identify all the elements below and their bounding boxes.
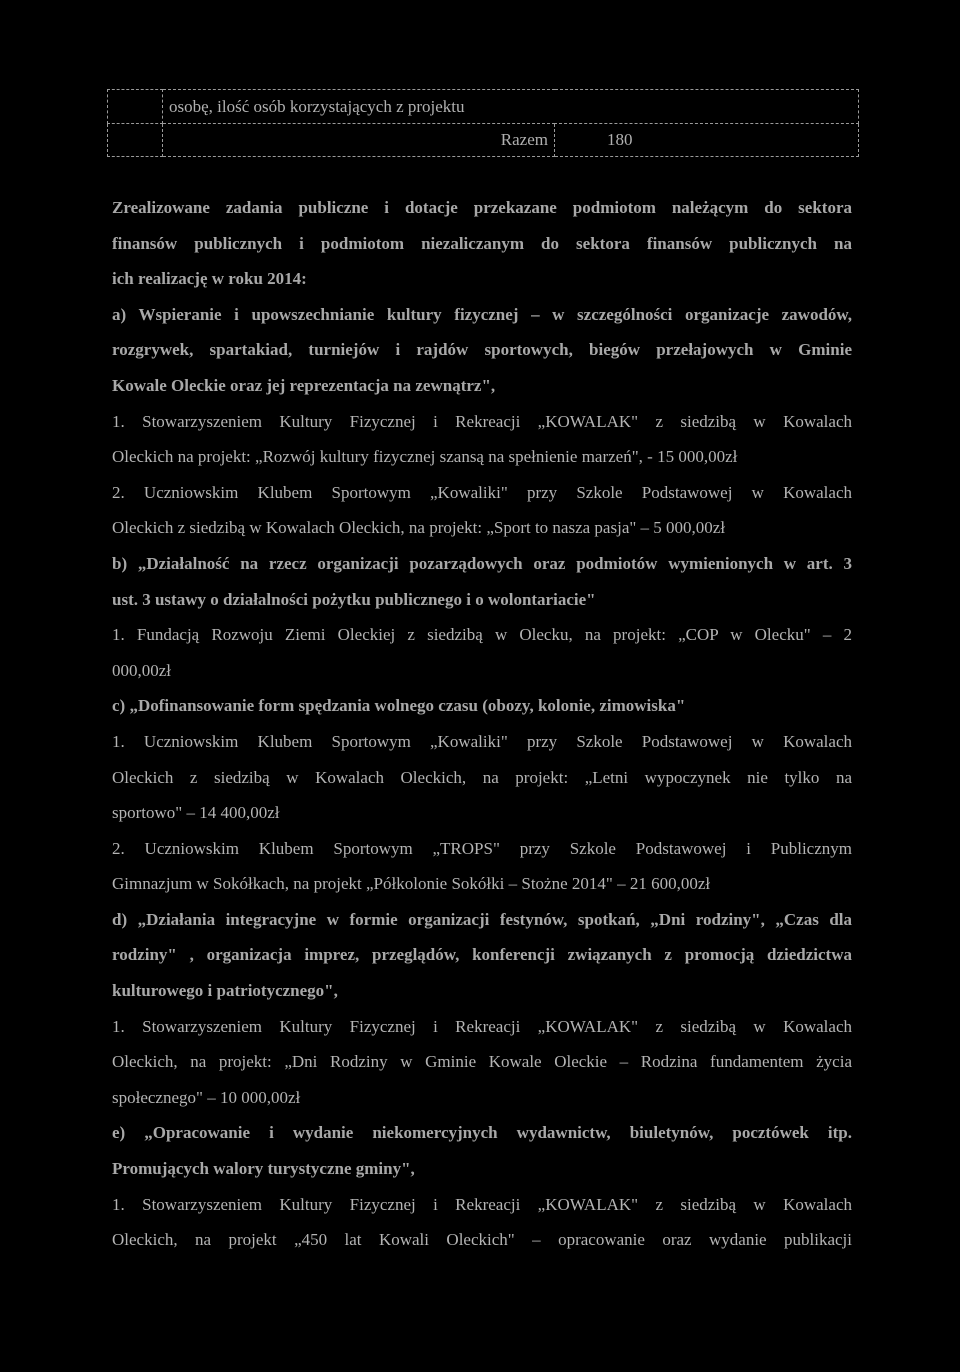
text-line: 1. Uczniowskim Klubem Sportowym „Kowaliki" przy Szkole Podstawowej w Kowalach	[112, 731, 852, 751]
text-line: Oleckich, na projekt: „Dni Rodziny w Gminie Kowale Oleckie – Rodzina fundamentem życia	[112, 1052, 852, 1072]
text-line: Zrealizowane zadania publiczne i dotacje przekazane podmiotom należącym do sektora	[112, 198, 852, 217]
text-line: Oleckich, na projekt „450 lat Kowali Oleckich" – opracowanie oraz wydanie publikacji	[112, 1230, 852, 1250]
text-line: Oleckich z siedzibą w Kowalach Oleckich, na projekt: „Sport to nasza pasja" – 5 000,00zł	[112, 518, 726, 538]
text-line: e) „Opracowanie i wydanie niekomercyjnych wydawnictw, biuletynów, pocztówek itp.	[112, 1123, 852, 1143]
text-line: 1. Stowarzyszeniem Kultury Fizycznej i Rekreacji „KOWALAK" z siedzibą w Kowalach	[112, 1194, 852, 1214]
text-line: kulturowego i patriotycznego",	[112, 981, 338, 1001]
table-cell-total-value	[555, 124, 859, 157]
table-cell-empty	[108, 90, 163, 124]
total-value: 180	[607, 130, 633, 149]
text-line: 000,00zł	[112, 660, 172, 680]
text-line: 2. Uczniowskim Klubem Sportowym „TROPS" przy Szkole Podstawowej i Publicznym	[112, 838, 852, 858]
text-line: Gimnazjum w Sokółkach, na projekt „Półkolonie Sokółki – Stożne 2014" – 21 600,00zł	[112, 874, 711, 894]
table-row	[108, 124, 859, 157]
text-line: 1. Stowarzyszeniem Kultury Fizycznej i Rekreacji „KOWALAK" z siedzibą w Kowalach	[112, 411, 852, 431]
text-line: 1. Stowarzyszeniem Kultury Fizycznej i Rekreacji „KOWALAK" z siedzibą w Kowalach	[112, 1016, 852, 1036]
document-body	[112, 190, 852, 1258]
text-line: Promujących walory turystyczne gminy",	[112, 1159, 415, 1179]
text-line: b) „Działalność na rzecz organizacji pozarządowych oraz podmiotów wymienionych w art. 3	[112, 553, 852, 573]
text-line: c) „Dofinansowanie form spędzania wolnego czasu (obozy, kolonie, zimowiska"	[112, 696, 686, 716]
text-line: a) Wspieranie i upowszechnianie kultury fizycznej – w szczególności organizacje zawodów,	[112, 304, 852, 324]
text-line: rozgrywek, spartakiad, turniejów i rajdów sportowych, biegów przełajowych w Gminie	[112, 340, 852, 360]
text-line: 1. Fundacją Rozwoju Ziemi Oleckiej z siedzibą w Olecku, na projekt: „COP w Olecku" – 2	[112, 625, 852, 645]
table-cell-total-label: Razem	[163, 124, 555, 157]
table-cell-empty	[108, 124, 163, 157]
summary-table	[107, 89, 859, 157]
text-line: finansów publicznych i podmiotom niezaliczanym do sektora finansów publicznych na	[112, 233, 852, 253]
text-line: rodziny" , organizacja imprez, przeglądów, konferencji związanych z promocją dziedzictwa	[112, 945, 852, 965]
text-line: Oleckich na projekt: „Rozwój kultury fizycznej szansą na spełnienie marzeń", - 15 000,00zł	[112, 447, 738, 467]
text-line: ust. 3 ustawy o działalności pożytku publicznego i o wolontariacie"	[112, 589, 596, 609]
text-line: d) „Działania integracyjne w formie organizacji festynów, spotkań, „Dni rodziny", „Czas dla	[112, 909, 852, 929]
text-line: Oleckich z siedzibą w Kowalach Oleckich, na projekt: „Letni wypoczynek nie tylko na	[112, 767, 852, 787]
table-row	[108, 90, 859, 124]
text-line: społecznego" – 10 000,00zł	[112, 1087, 301, 1107]
text-line: 2. Uczniowskim Klubem Sportowym „Kowaliki" przy Szkole Podstawowej w Kowalach	[112, 482, 852, 502]
table-cell-label: osobę, ilość osób korzystających z projektu	[163, 90, 859, 124]
text-line: Kowale Oleckie oraz jej reprezentacja na zewnątrz",	[112, 375, 496, 395]
text-line: sportowo" – 14 400,00zł	[112, 803, 280, 823]
text-line: ich realizację w roku 2014:	[112, 269, 307, 289]
